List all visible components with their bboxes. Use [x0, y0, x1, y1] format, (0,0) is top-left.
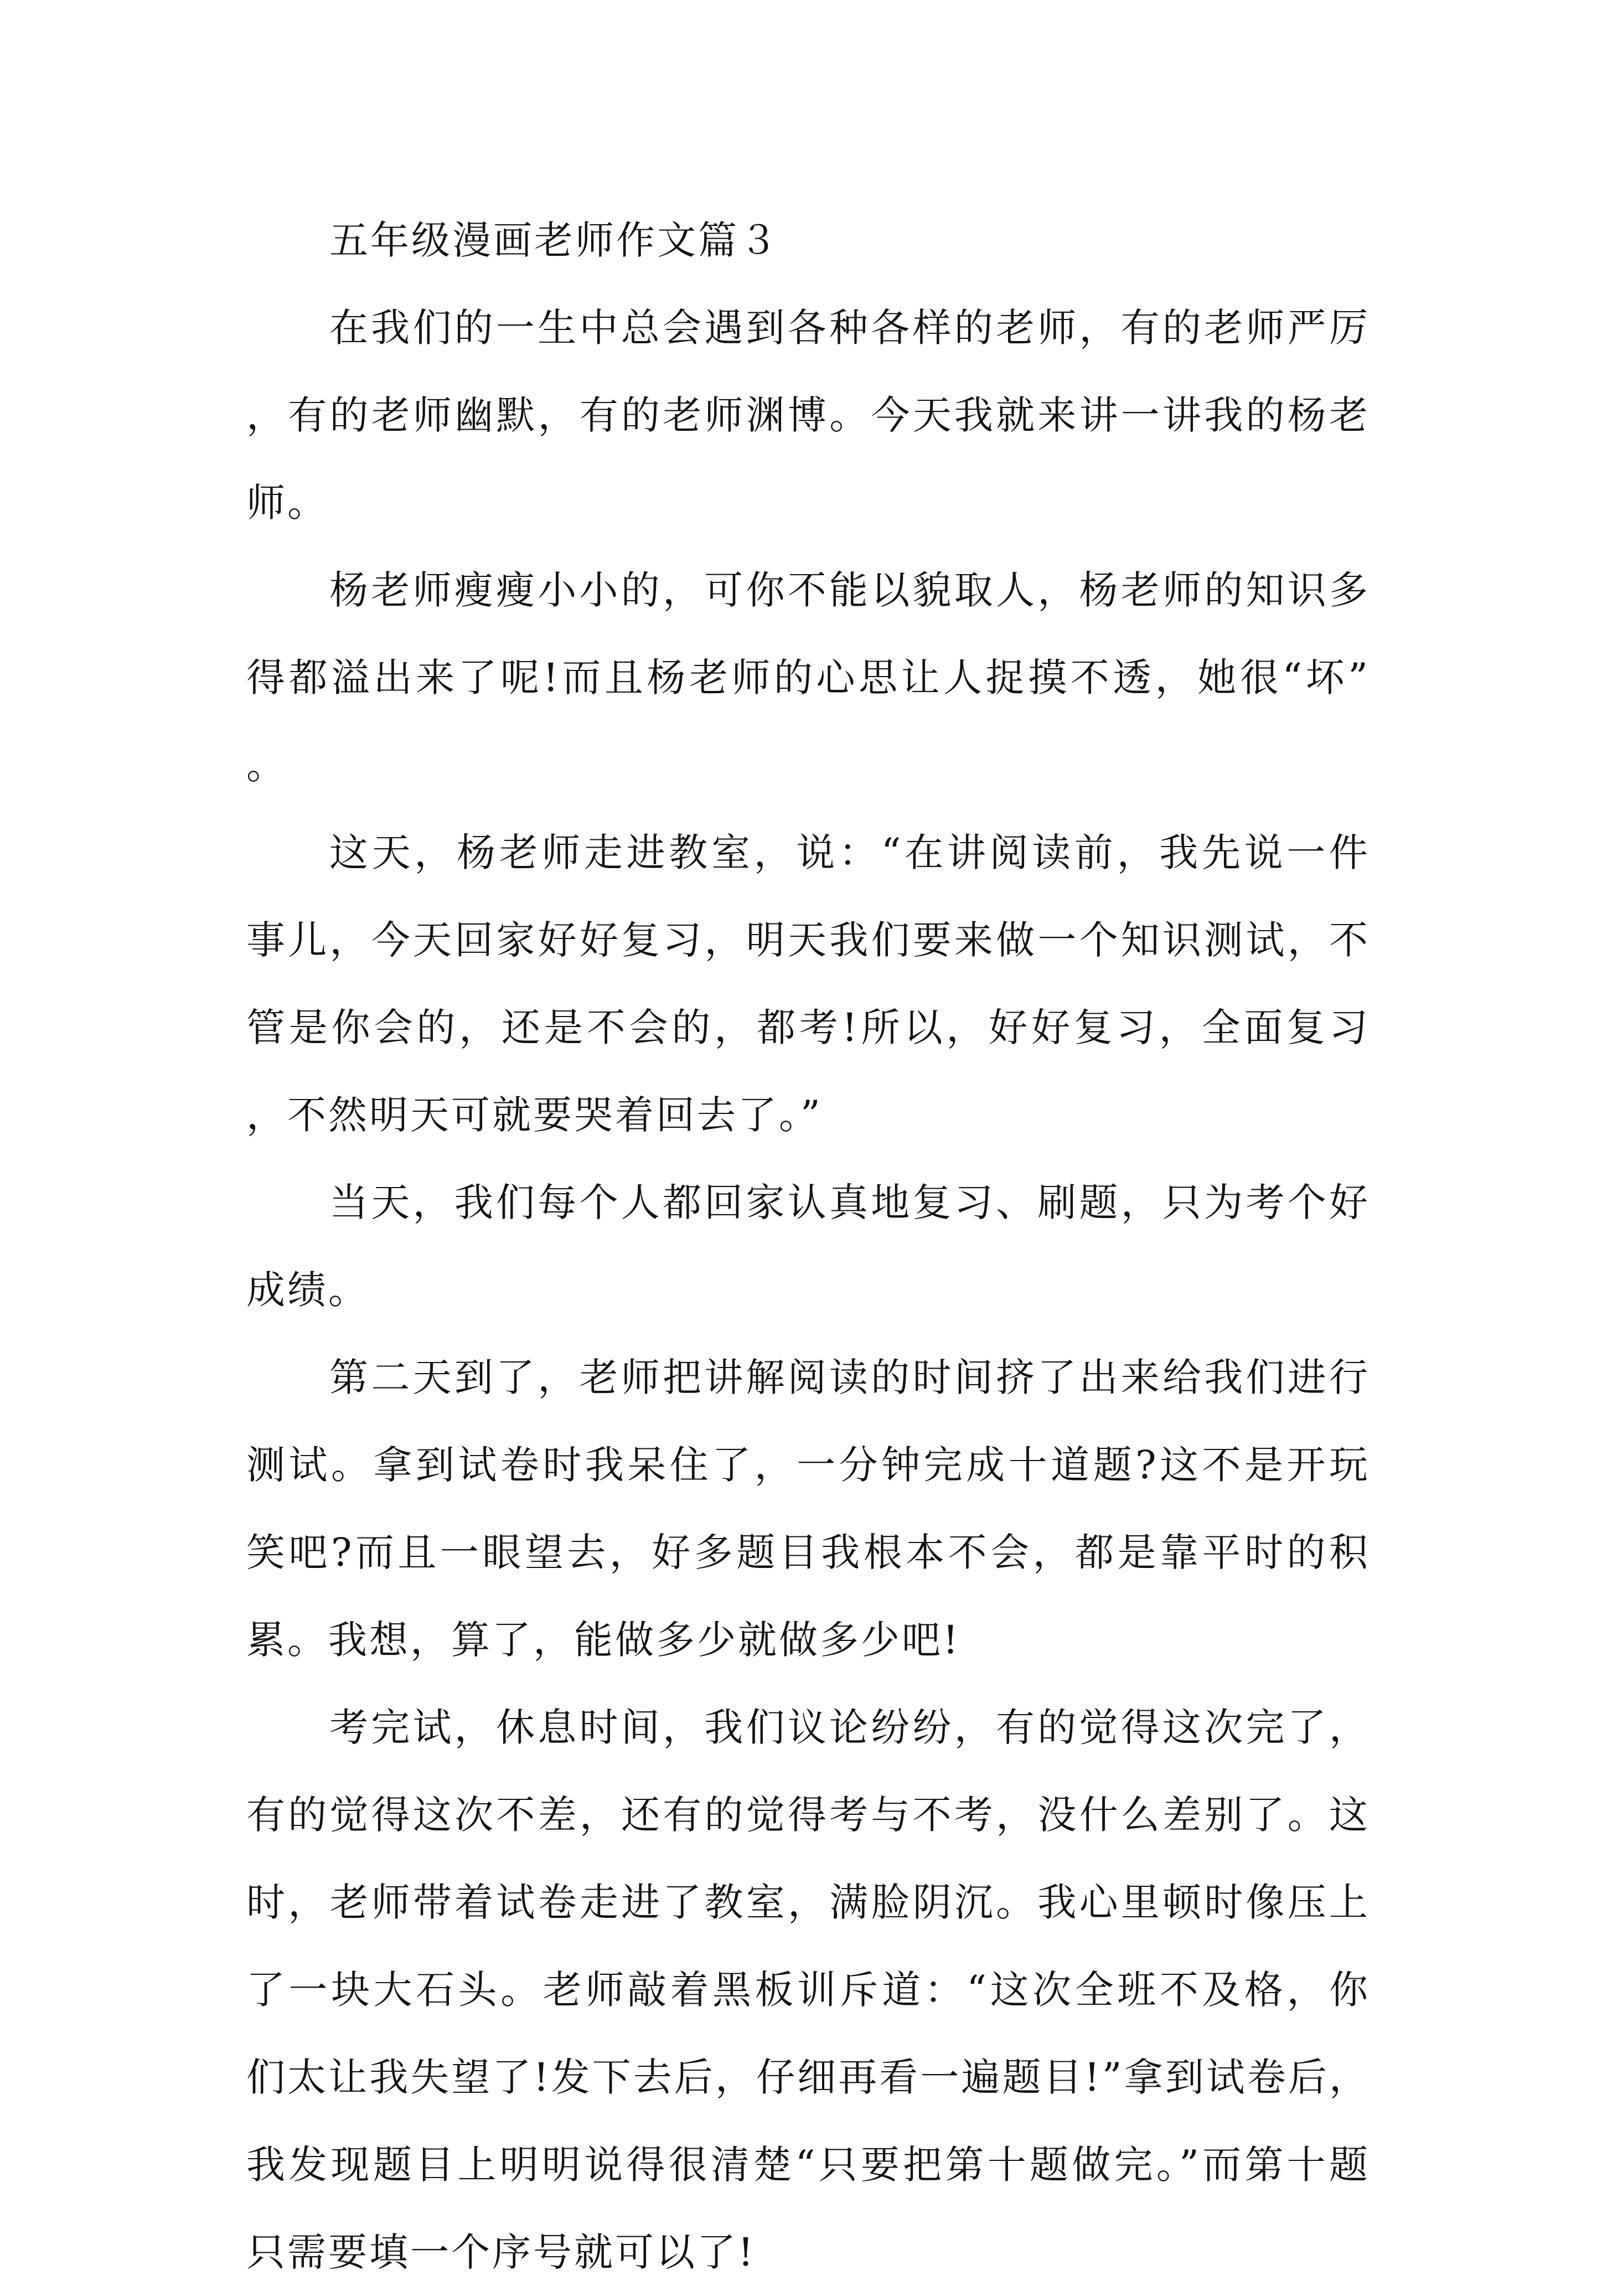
paragraph: 当天，我们每个人都回家认真地复习、刷题，只为考个好成绩。	[246, 1180, 1370, 1313]
paragraph: 第二天到了，老师把讲解阅读的时间挤了出来给我们进行测试。拿到试卷时我呆住了，一分钟完成十道题?这不是开玩笑吧?而且一眼望去，好多题目我根本不会，都是靠平时的积累。我想，算了，能做多少就做多少吧!	[246, 1355, 1370, 1663]
paragraph: 在我们的一生中总会遇到各种各样的老师，有的老师严厉，有的老师幽默，有的老师渊博。今天我就来讲一讲我的杨老师。	[246, 305, 1370, 525]
paragraph: 杨老师瘦瘦小小的，可你不能以貌取人，杨老师的知识多得都溢出来了呢!而且杨老师的心思让人捉摸不透，她很“坏”。	[246, 567, 1370, 788]
paragraph: 考完试，休息时间，我们议论纷纷，有的觉得这次完了，有的觉得这次不差，还有的觉得考与不考，没什么差别了。这时，老师带着试卷走进了教室，满脸阴沉。我心里顿时像压上了一块大石头。老师敲着黑板训斥道：“这次全班不及格，你们太让我失望了!发下去后，仔细再看一遍题目!”拿到试卷后，我发现题目上明明说得很清楚“只要把第十题做完。”而第十题只需要填一个序号就可以了!	[246, 1705, 1370, 2275]
paragraph: 这天，杨老师走进教室，说：“在讲阅读前，我先说一件事儿，今天回家好好复习，明天我们要来做一个知识测试，不管是你会的，还是不会的，都考!所以，好好复习，全面复习，不然明天可就要哭着回去了。”	[246, 830, 1370, 1138]
document-body	[246, 197, 1370, 2296]
document-title: 五年级漫画老师作文篇３	[329, 218, 780, 263]
